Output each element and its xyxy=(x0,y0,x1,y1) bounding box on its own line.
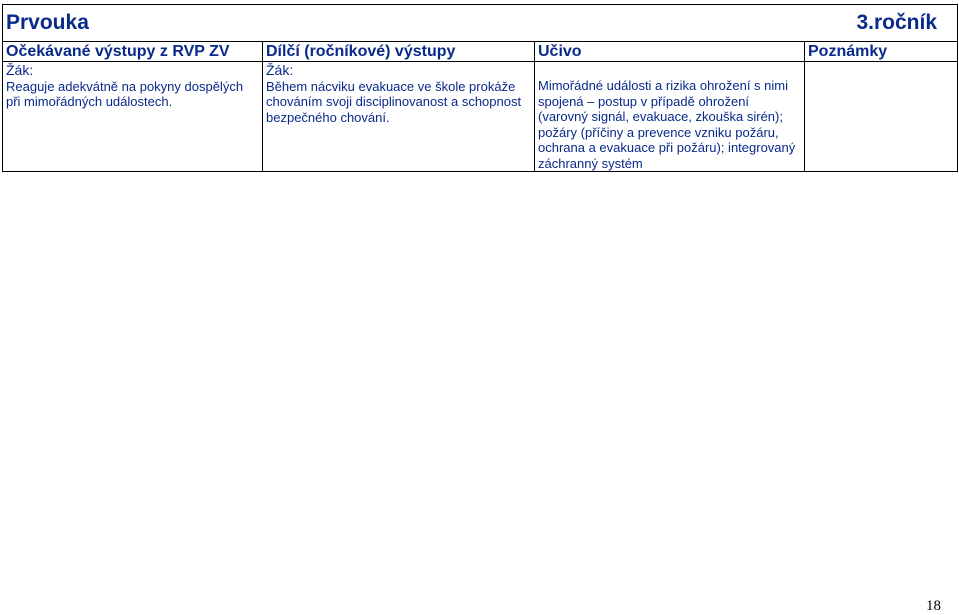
subject-title: Prvouka xyxy=(3,5,535,42)
column-header-notes: Poznámky xyxy=(805,42,958,62)
table-row xyxy=(3,62,958,172)
curriculum-text: Mimořádné události a rizika ohrožení s nimi spojená – postup v případě ohrožení (varovný signál, evakuace, zkouška sirén); požáry (příčiny a prevence vzniku požáru, ochrana a evakuace při požáru); integrovaný záchranný systém xyxy=(538,78,796,171)
notes-cell xyxy=(805,62,958,172)
column-header-curriculum: Učivo xyxy=(535,42,805,62)
column-header-expected-outputs: Očekávané výstupy z RVP ZV xyxy=(3,42,263,62)
curriculum-table xyxy=(2,4,958,172)
partial-outputs-label: Žák: xyxy=(266,62,294,78)
partial-outputs-cell xyxy=(263,62,535,172)
curriculum-cell xyxy=(535,62,805,172)
curriculum-spacer xyxy=(538,63,801,78)
expected-outputs-text: Reaguje adekvátně na pokyny dospělých při mimořádných událostech. xyxy=(6,78,244,109)
column-header-row xyxy=(3,42,958,62)
column-header-partial-outputs: Dílčí (ročníkové) výstupy xyxy=(263,42,535,62)
grade-title: 3.ročník xyxy=(535,5,958,42)
title-row xyxy=(3,5,958,42)
expected-outputs-label: Žák: xyxy=(6,62,34,78)
partial-outputs-text: Během nácviku evakuace ve škole prokáže chováním svoji disciplinovanost a schopnost bezpečného chování. xyxy=(266,78,522,125)
expected-outputs-cell xyxy=(3,62,263,172)
page-number: 18 xyxy=(926,598,941,614)
